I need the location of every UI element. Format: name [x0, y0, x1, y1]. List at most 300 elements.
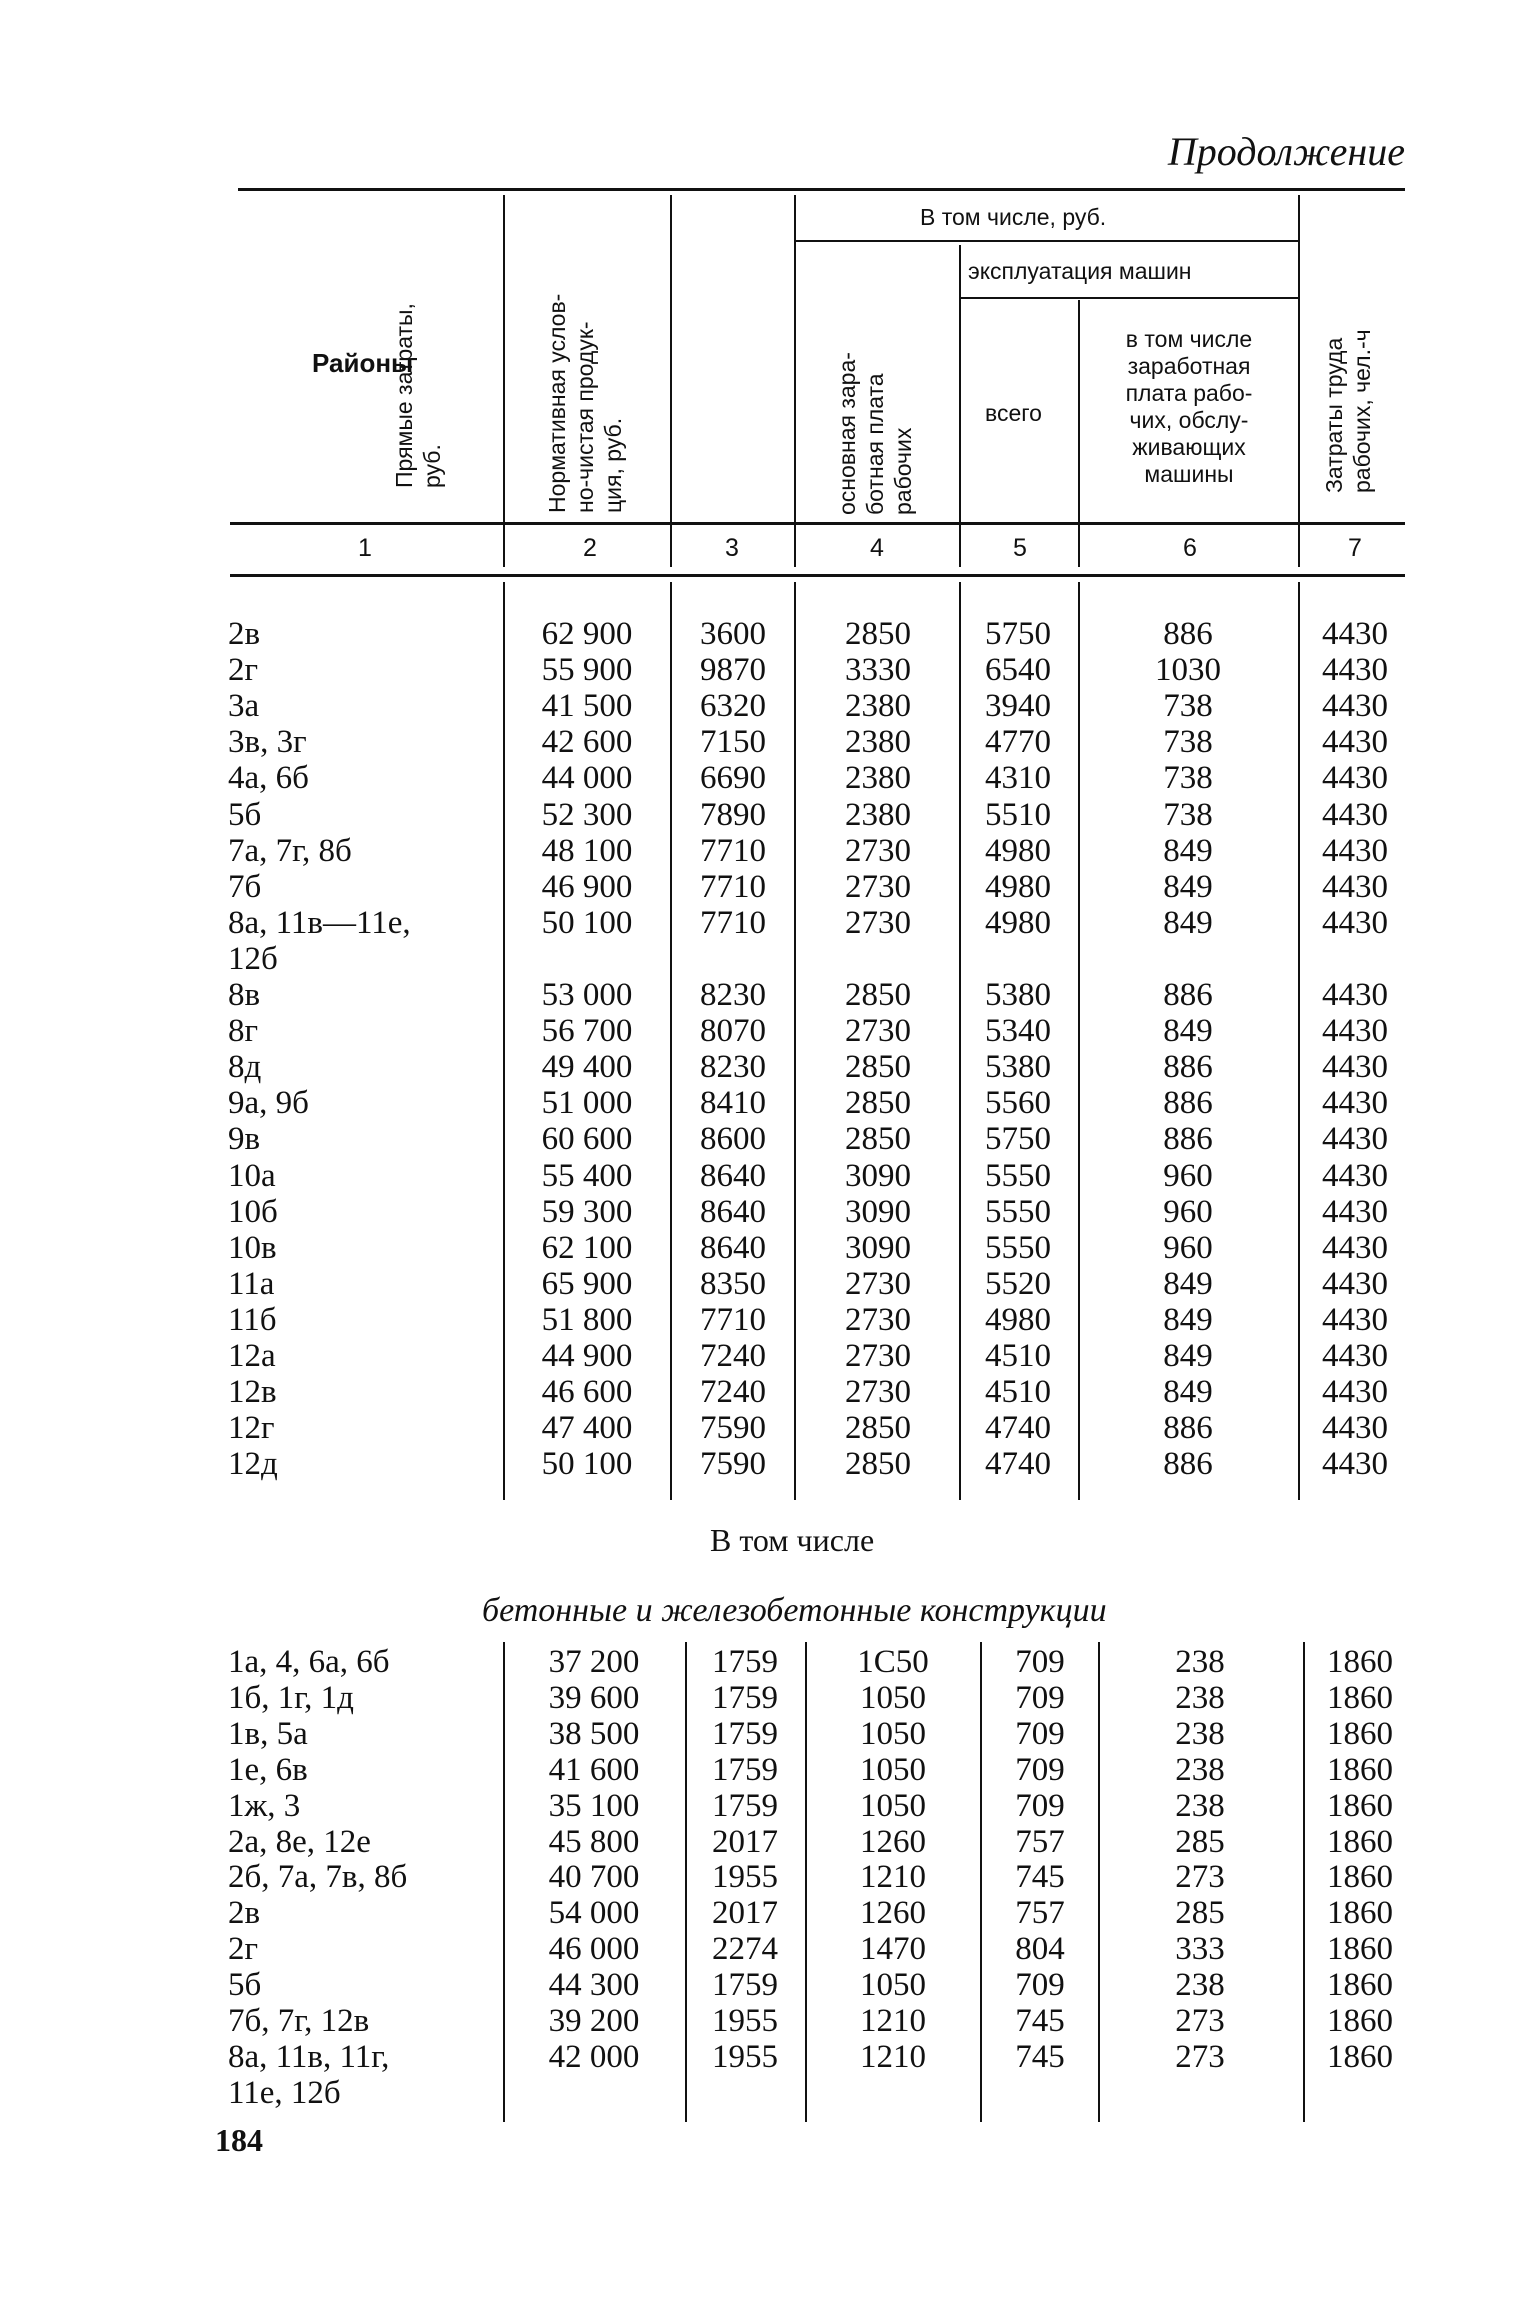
value-cell-c3: 8600: [700, 1121, 766, 1158]
table-row: [0, 688, 1540, 724]
value-cell-c3: 7590: [700, 1410, 766, 1447]
table-row: [0, 1895, 1540, 1931]
header-incl-wage: в том числе заработная плата рабо- чих, обслу- живающих машины: [1125, 326, 1253, 487]
table-row: [0, 1013, 1540, 1049]
value-cell-c3: 7710: [700, 1301, 766, 1338]
value-cell-c3: 7710: [700, 868, 766, 905]
value-cell-c3: 6320: [700, 688, 766, 725]
value-cell-c7: 4430: [1322, 688, 1388, 725]
value-cell-c4: 2730: [845, 904, 911, 941]
value-cell-c7: 4430: [1322, 1374, 1388, 1411]
value-cell-c5: 5520: [985, 1265, 1051, 1302]
value-cell-c7: 4430: [1322, 977, 1388, 1013]
value-cell-c4: 2850: [845, 1446, 911, 1483]
colnum-bottom-rule: [230, 574, 1405, 577]
table-row: [0, 1716, 1540, 1752]
region-cell: 7б, 7г, 12в: [228, 2003, 370, 2039]
table-row: [0, 2039, 1540, 2075]
value-cell-c5: 4980: [985, 904, 1051, 941]
value-cell-c3: 8640: [700, 1193, 766, 1230]
value-cell-c3: 7150: [700, 724, 766, 761]
continuation-label: Продолжение: [1167, 129, 1405, 174]
value-cell-c6: 886: [1163, 977, 1213, 1013]
value-cell-c4: 2850: [845, 977, 911, 1013]
value-cell-c3: 7710: [700, 904, 766, 941]
region-cell: 3в, 3г: [228, 724, 307, 761]
value-cell-c5: 5550: [985, 1193, 1051, 1230]
region-cell: 2а, 8е, 12е: [228, 1823, 371, 1860]
value-cell-c3: 8640: [700, 1229, 766, 1266]
value-cell-c6: 849: [1163, 832, 1213, 869]
value-cell-c6: 849: [1163, 1374, 1213, 1411]
region-cell: 5б: [228, 796, 262, 833]
header-vline-6: [1298, 195, 1300, 567]
value-cell-c7: 4430: [1322, 1157, 1388, 1194]
table-row: [0, 1121, 1540, 1157]
table-row: [0, 616, 1540, 652]
colnum-4: 4: [870, 534, 884, 562]
table-row: [0, 1194, 1540, 1230]
region-cell: 2в: [228, 1895, 261, 1932]
value-cell-c4: 1260: [860, 1895, 926, 1932]
region-cell: 12г: [228, 1410, 275, 1447]
value-cell-c2: 44 300: [548, 1967, 640, 2004]
table-row: [0, 1158, 1540, 1194]
value-cell-c4: 2380: [845, 724, 911, 761]
value-cell-c5: 709: [1015, 1751, 1065, 1788]
value-cell-c5: 5340: [985, 1013, 1051, 1050]
table-row: [0, 1752, 1540, 1788]
table-row: [0, 833, 1540, 869]
value-cell-c6: 238: [1175, 1751, 1225, 1788]
including-rule: [796, 240, 1298, 242]
value-cell-c5: 4510: [985, 1374, 1051, 1411]
value-cell-c7: 1860: [1327, 1823, 1393, 1860]
region-cell: 2г: [228, 1931, 259, 1968]
table-row: [0, 1374, 1540, 1410]
table-top-rule: [238, 188, 1405, 191]
header-regions: Районы: [312, 348, 414, 378]
value-cell-c5: 4510: [985, 1338, 1051, 1374]
machines-rule: [961, 297, 1298, 299]
value-cell-c2: 39 200: [548, 2003, 640, 2039]
table-row: [0, 1967, 1540, 2003]
region-cell: 7б: [228, 868, 262, 905]
region-cell: 12б: [228, 940, 278, 977]
value-cell-c3: 6690: [700, 760, 766, 797]
value-cell-c4: 2730: [845, 832, 911, 869]
value-cell-c6: 849: [1163, 1338, 1213, 1374]
value-cell-c6: 738: [1163, 760, 1213, 797]
value-cell-c5: 5380: [985, 1049, 1051, 1086]
value-cell-c6: 960: [1163, 1229, 1213, 1266]
region-cell: 11е, 12б: [228, 2074, 341, 2111]
value-cell-c3: 8410: [700, 1085, 766, 1122]
value-cell-c3: 1759: [712, 1967, 778, 2004]
value-cell-c7: 4430: [1322, 1338, 1388, 1374]
value-cell-c6: 960: [1163, 1193, 1213, 1230]
table-row: [0, 1824, 1540, 1860]
value-cell-c7: 4430: [1322, 760, 1388, 797]
value-cell-c7: 1860: [1327, 1895, 1393, 1932]
value-cell-c5: 745: [1015, 2003, 1065, 2039]
value-cell-c4: 2730: [845, 1265, 911, 1302]
value-cell-c2: 44 000: [541, 760, 633, 797]
value-cell-c6: 886: [1163, 616, 1213, 652]
value-cell-c3: 8230: [700, 1049, 766, 1086]
table-row: [0, 1788, 1540, 1824]
value-cell-c4: 2850: [845, 1410, 911, 1447]
region-cell: 12д: [228, 1446, 278, 1483]
value-cell-c5: 4740: [985, 1410, 1051, 1447]
value-cell-c6: 849: [1163, 1265, 1213, 1302]
value-cell-c2: 39 600: [548, 1679, 640, 1716]
value-cell-c7: 4430: [1322, 616, 1388, 652]
value-cell-c6: 1030: [1155, 652, 1221, 689]
colnum-5: 5: [1013, 534, 1027, 562]
value-cell-c2: 65 900: [541, 1265, 633, 1302]
value-cell-c7: 4430: [1322, 1121, 1388, 1158]
value-cell-c7: 4430: [1322, 1446, 1388, 1483]
value-cell-c7: 4430: [1322, 868, 1388, 905]
value-cell-c4: 2730: [845, 1338, 911, 1374]
value-cell-c2: 55 900: [541, 652, 633, 689]
value-cell-c4: 1210: [860, 2038, 926, 2075]
value-cell-c6: 238: [1175, 1679, 1225, 1716]
value-cell-c6: 849: [1163, 904, 1213, 941]
region-cell: 1ж, 3: [228, 1787, 301, 1824]
value-cell-c4: 1210: [860, 1859, 926, 1896]
value-cell-c3: 8350: [700, 1265, 766, 1302]
table-row: [0, 941, 1540, 977]
value-cell-c4: 2380: [845, 760, 911, 797]
value-cell-c4: 2730: [845, 1374, 911, 1411]
region-cell: 10в: [228, 1229, 277, 1266]
value-cell-c6: 886: [1163, 1446, 1213, 1483]
region-cell: 8г: [228, 1013, 259, 1050]
value-cell-c6: 849: [1163, 1301, 1213, 1338]
region-cell: 5б: [228, 1967, 262, 2004]
value-cell-c2: 41 500: [541, 688, 633, 725]
value-cell-c2: 35 100: [548, 1787, 640, 1824]
value-cell-c4: 2850: [845, 1121, 911, 1158]
value-cell-c4: 1050: [860, 1751, 926, 1788]
subsection-title: бетонные и железобетонные конструкции: [482, 1592, 1107, 1629]
value-cell-c7: 4430: [1322, 832, 1388, 869]
colnum-6: 6: [1183, 534, 1197, 562]
value-cell-c6: 960: [1163, 1157, 1213, 1194]
value-cell-c7: 4430: [1322, 724, 1388, 761]
value-cell-c4: 2850: [845, 1049, 911, 1086]
value-cell-c4: 3090: [845, 1229, 911, 1266]
value-cell-c2: 59 300: [541, 1193, 633, 1230]
value-cell-c7: 4430: [1322, 1193, 1388, 1230]
value-cell-c5: 5750: [985, 616, 1051, 652]
table-row: [0, 905, 1540, 941]
value-cell-c4: 2850: [845, 616, 911, 652]
value-cell-c2: 46 900: [541, 868, 633, 905]
value-cell-c6: 238: [1175, 1967, 1225, 2004]
value-cell-c3: 1759: [712, 1644, 778, 1680]
value-cell-c3: 2017: [712, 1823, 778, 1860]
table-row: [0, 1338, 1540, 1374]
header-direct-costs: Прямые затраты, руб.: [391, 303, 445, 488]
region-cell: 1в, 5а: [228, 1715, 308, 1752]
value-cell-c5: 4770: [985, 724, 1051, 761]
value-cell-c5: 709: [1015, 1967, 1065, 2004]
value-cell-c6: 849: [1163, 868, 1213, 905]
value-cell-c5: 4740: [985, 1446, 1051, 1483]
region-cell: 8а, 11в, 11г,: [228, 2038, 390, 2075]
value-cell-c4: 2730: [845, 1013, 911, 1050]
value-cell-c6: 273: [1175, 2038, 1225, 2075]
value-cell-c6: 333: [1175, 1931, 1225, 1968]
value-cell-c5: 709: [1015, 1787, 1065, 1824]
value-cell-c5: 5550: [985, 1229, 1051, 1266]
value-cell-c3: 7240: [700, 1374, 766, 1411]
header-machine-operation: эксплуатация машин: [968, 258, 1192, 284]
value-cell-c5: 5750: [985, 1121, 1051, 1158]
colnum-3: 3: [725, 534, 739, 562]
value-cell-c3: 9870: [700, 652, 766, 689]
header-total: всего: [985, 400, 1042, 426]
table-row: [0, 724, 1540, 760]
region-cell: 9в: [228, 1121, 261, 1158]
region-cell: 2в: [228, 616, 261, 652]
value-cell-c2: 48 100: [541, 832, 633, 869]
value-cell-c5: 5550: [985, 1157, 1051, 1194]
value-cell-c3: 2017: [712, 1895, 778, 1932]
value-cell-c5: 6540: [985, 652, 1051, 689]
value-cell-c6: 886: [1163, 1410, 1213, 1447]
value-cell-c7: 4430: [1322, 796, 1388, 833]
region-cell: 1а, 4, 6а, 6б: [228, 1644, 390, 1680]
value-cell-c7: 1860: [1327, 1679, 1393, 1716]
value-cell-c7: 4430: [1322, 1410, 1388, 1447]
value-cell-c2: 55 400: [541, 1157, 633, 1194]
value-cell-c7: 1860: [1327, 1967, 1393, 2004]
value-cell-c5: 709: [1015, 1644, 1065, 1680]
value-cell-c7: 1860: [1327, 1644, 1393, 1680]
value-cell-c3: 7590: [700, 1446, 766, 1483]
table-row: [0, 1302, 1540, 1338]
value-cell-c4: 3090: [845, 1193, 911, 1230]
value-cell-c3: 7890: [700, 796, 766, 833]
value-cell-c5: 4980: [985, 1301, 1051, 1338]
table-row: [0, 1266, 1540, 1302]
value-cell-c3: 2274: [712, 1931, 778, 1968]
value-cell-c6: 738: [1163, 724, 1213, 761]
value-cell-c7: 1860: [1327, 2003, 1393, 2039]
value-cell-c5: 4980: [985, 832, 1051, 869]
value-cell-c5: 5560: [985, 1085, 1051, 1122]
value-cell-c7: 1860: [1327, 2038, 1393, 2075]
value-cell-c5: 4980: [985, 868, 1051, 905]
value-cell-c4: 1260: [860, 1823, 926, 1860]
value-cell-c2: 56 700: [541, 1013, 633, 1050]
value-cell-c7: 4430: [1322, 652, 1388, 689]
value-cell-c3: 1955: [712, 2038, 778, 2075]
header-vline-2: [670, 195, 672, 567]
table-row: [0, 1644, 1540, 1680]
value-cell-c6: 238: [1175, 1644, 1225, 1680]
value-cell-c3: 1759: [712, 1679, 778, 1716]
value-cell-c3: 8640: [700, 1157, 766, 1194]
value-cell-c4: 1050: [860, 1787, 926, 1824]
header-vline-3: [794, 195, 796, 567]
value-cell-c2: 44 900: [541, 1338, 633, 1374]
value-cell-c2: 46 600: [541, 1374, 633, 1411]
value-cell-c5: 757: [1015, 1823, 1065, 1860]
table-row: [0, 760, 1540, 796]
region-cell: 3а: [228, 688, 260, 725]
region-cell: 12а: [228, 1338, 276, 1374]
value-cell-c4: 2730: [845, 868, 911, 905]
table-row: [0, 1230, 1540, 1266]
value-cell-c5: 804: [1015, 1931, 1065, 1968]
colnum-2: 2: [583, 534, 597, 562]
value-cell-c3: 1955: [712, 1859, 778, 1896]
value-cell-c6: 273: [1175, 1859, 1225, 1896]
value-cell-c7: 1860: [1327, 1715, 1393, 1752]
value-cell-c7: 1860: [1327, 1931, 1393, 1968]
value-cell-c2: 53 000: [541, 977, 633, 1013]
value-cell-c5: 745: [1015, 1859, 1065, 1896]
value-cell-c7: 4430: [1322, 1229, 1388, 1266]
value-cell-c4: 1050: [860, 1715, 926, 1752]
region-cell: 8а, 11в—11е,: [228, 904, 411, 941]
value-cell-c2: 40 700: [548, 1859, 640, 1896]
value-cell-c3: 1759: [712, 1715, 778, 1752]
table-row: [0, 869, 1540, 905]
value-cell-c2: 51 000: [541, 1085, 633, 1122]
value-cell-c7: 4430: [1322, 1085, 1388, 1122]
value-cell-c2: 38 500: [548, 1715, 640, 1752]
value-cell-c3: 8230: [700, 977, 766, 1013]
value-cell-c2: 52 300: [541, 796, 633, 833]
value-cell-c6: 738: [1163, 796, 1213, 833]
table-row: [0, 1049, 1540, 1085]
value-cell-c3: 7240: [700, 1338, 766, 1374]
value-cell-c4: 1470: [860, 1931, 926, 1968]
table-row: [0, 1859, 1540, 1895]
header-base-wage: основная зара- ботная плата рабочих: [834, 352, 916, 515]
value-cell-c4: 2850: [845, 1085, 911, 1122]
value-cell-c7: 4430: [1322, 904, 1388, 941]
value-cell-c5: 5510: [985, 796, 1051, 833]
value-cell-c2: 45 800: [548, 1823, 640, 1860]
header-labor-costs: Затраты труда рабочих, чел.-ч: [1321, 329, 1375, 493]
value-cell-c2: 41 600: [548, 1751, 640, 1788]
region-cell: 2г: [228, 652, 259, 689]
region-cell: 9а, 9б: [228, 1085, 309, 1122]
value-cell-c4: 2730: [845, 1301, 911, 1338]
value-cell-c5: 4310: [985, 760, 1051, 797]
value-cell-c2: 42 600: [541, 724, 633, 761]
table-row: [0, 1410, 1540, 1446]
region-cell: 10а: [228, 1157, 276, 1194]
value-cell-c2: 54 000: [548, 1895, 640, 1932]
value-cell-c2: 51 800: [541, 1301, 633, 1338]
region-cell: 1б, 1г, 1д: [228, 1679, 354, 1716]
value-cell-c3: 1759: [712, 1751, 778, 1788]
value-cell-c2: 47 400: [541, 1410, 633, 1447]
header-bottom-rule: [230, 522, 1405, 525]
value-cell-c5: 757: [1015, 1895, 1065, 1932]
table-row: [0, 1680, 1540, 1716]
value-cell-c5: 709: [1015, 1679, 1065, 1716]
value-cell-c2: 42 000: [548, 2038, 640, 2075]
region-cell: 11а: [228, 1265, 275, 1302]
value-cell-c7: 1860: [1327, 1751, 1393, 1788]
value-cell-c7: 4430: [1322, 1301, 1388, 1338]
value-cell-c6: 285: [1175, 1823, 1225, 1860]
value-cell-c2: 37 200: [548, 1644, 640, 1680]
region-cell: 11б: [228, 1301, 277, 1338]
value-cell-c7: 4430: [1322, 1265, 1388, 1302]
table-row: [0, 797, 1540, 833]
value-cell-c2: 46 000: [548, 1931, 640, 1968]
value-cell-c4: 3090: [845, 1157, 911, 1194]
value-cell-c5: 745: [1015, 2038, 1065, 2075]
value-cell-c3: 3600: [700, 616, 766, 652]
region-cell: 8в: [228, 977, 261, 1013]
colnum-7: 7: [1348, 534, 1362, 562]
value-cell-c6: 273: [1175, 2003, 1225, 2039]
value-cell-c4: 1050: [860, 1967, 926, 2004]
value-cell-c3: 7710: [700, 832, 766, 869]
value-cell-c3: 1759: [712, 1787, 778, 1824]
value-cell-c2: 50 100: [541, 904, 633, 941]
value-cell-c6: 886: [1163, 1121, 1213, 1158]
page-number: 184: [215, 2122, 263, 2158]
region-cell: 2б, 7а, 7в, 8б: [228, 1859, 408, 1896]
value-cell-c2: 60 600: [541, 1121, 633, 1158]
value-cell-c4: 3330: [845, 652, 911, 689]
table-row: [0, 2003, 1540, 2039]
header-vline-4: [959, 245, 961, 567]
value-cell-c5: 5380: [985, 977, 1051, 1013]
value-cell-c6: 886: [1163, 1049, 1213, 1086]
value-cell-c6: 738: [1163, 688, 1213, 725]
value-cell-c7: 1860: [1327, 1859, 1393, 1896]
header-vline-5: [1078, 300, 1080, 567]
table-row: [0, 1446, 1540, 1482]
region-cell: 12в: [228, 1374, 277, 1411]
value-cell-c7: 4430: [1322, 1049, 1388, 1086]
table-row: [0, 1085, 1540, 1121]
header-vline-1: [503, 195, 505, 567]
value-cell-c2: 49 400: [541, 1049, 633, 1086]
value-cell-c6: 238: [1175, 1715, 1225, 1752]
value-cell-c7: 4430: [1322, 1013, 1388, 1050]
value-cell-c6: 238: [1175, 1787, 1225, 1824]
colnum-1: 1: [358, 534, 372, 562]
header-including: В том числе, руб.: [920, 204, 1107, 230]
value-cell-c6: 886: [1163, 1085, 1213, 1122]
value-cell-c4: 1С50: [857, 1644, 929, 1680]
table-row: [0, 1931, 1540, 1967]
value-cell-c7: 1860: [1327, 1787, 1393, 1824]
value-cell-c4: 1050: [860, 1679, 926, 1716]
value-cell-c4: 2380: [845, 796, 911, 833]
value-cell-c6: 285: [1175, 1895, 1225, 1932]
value-cell-c2: 50 100: [541, 1446, 633, 1483]
value-cell-c2: 62 900: [541, 616, 633, 652]
table-row: [0, 2075, 1540, 2111]
value-cell-c2: 62 100: [541, 1229, 633, 1266]
region-cell: 10б: [228, 1193, 278, 1230]
